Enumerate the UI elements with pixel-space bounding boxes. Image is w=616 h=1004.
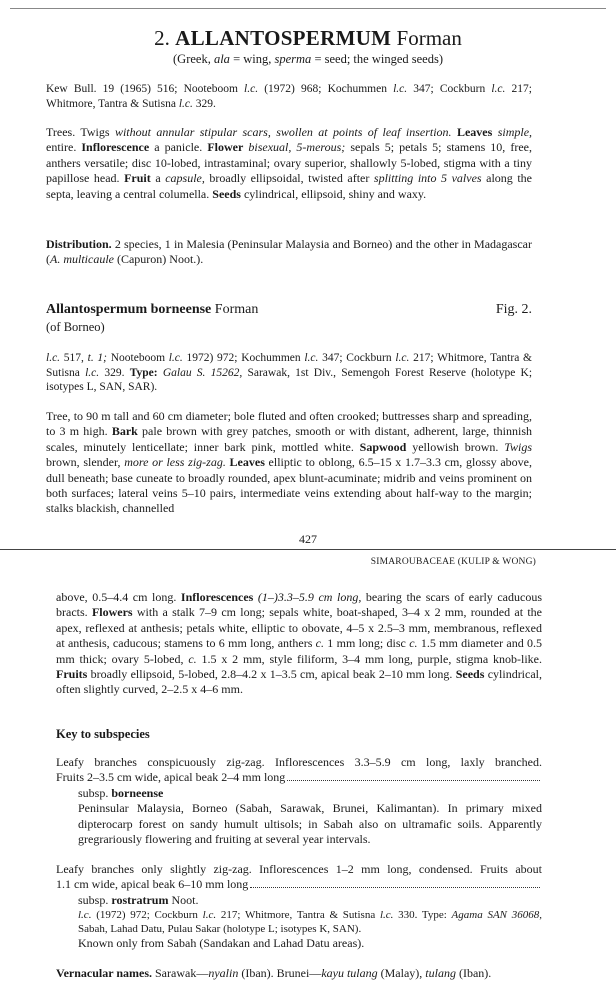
key-couplet-1-line-2: Fruits 2–3.5 cm wide, apical beak 2–4 mm long [56, 770, 542, 785]
species-meaning: (of Borneo) [46, 320, 105, 334]
genus-title: 2. ALLANTOSPERMUM Forman [154, 26, 462, 50]
species-description-continued: above, 0.5–4.4 cm long. Inflorescences (1–)3.3–5.9 cm long, bearing the scars of early caducous bracts. Flowers with a stalk 7–9 cm long; sepals white, boat-shaped, 3–4 x 2 mm, rounded at the apex, reflexed at anthesis; petals white, elliptic to obovate, 4–5 x 2.5–3 mm, membranous, reflexed at anthesis, caducous; stamens to 6 mm long, anthers c. 1 mm long; disc c. 1.5 mm diameter and 0.5 mm thick; ovary 5-lobed, c. 1.5 x 2 mm, style filiform, 3–4 mm long, purple, stigma knob-like. Fruits broadly ellipsoid, 5-lobed, 2.8–4.2 x 1–3.5 cm, apical beak 2–10 mm long. Seeds cylindrical, often slightly curved, 2–2.5 x 4–6 mm. [56, 590, 543, 697]
dot-leader [250, 887, 540, 888]
top-rule [10, 8, 606, 9]
vernacular-names: Vernacular names. Sarawak—nyalin (Iban). Brunei—kayu tulang (Malay), tulang (Iban). [56, 966, 492, 980]
key-heading: Key to subspecies [56, 727, 150, 741]
figure-reference: Fig. 2. [495, 302, 532, 317]
key-couplet-2-line-2: 1.1 cm wide, apical beak 6–10 mm long [56, 877, 542, 892]
subsp-rostratrum-refs: l.c. (1972) 972; Cockburn l.c. 217; Whitmore, Tantra & Sutisna l.c. 330. Type: Agama SAN 36068, Sabah, Lahad Datu, Pulau Sakar (holotype L; isotypes K, SAN). [78, 909, 542, 936]
genus-references: Kew Bull. 19 (1965) 516; Nooteboom l.c. (1972) 968; Kochummen l.c. 347; Cockburn l.c. 217; Whitmore, Tantra & Sutisna l.c. 329. [46, 83, 532, 110]
species-heading [46, 302, 532, 318]
distribution: Distribution. 2 species, 1 in Malesia (Peninsular Malaysia and Borneo) and the other in Madagascar (A. multicaule (Capuron) Noot.). [46, 237, 532, 267]
subsp-borneense: subsp. borneense [78, 785, 164, 800]
key-couplet-2 [56, 862, 542, 952]
subsp-rostratrum-known: Known only from Sabah (Sandakan and Lahad Datu areas). [78, 936, 365, 951]
genus-description: Trees. Twigs without annular stipular scars, swollen at points of leaf insertion. Leaves simple, entire. Inflorescence a panicle. Flower bisexual, 5-merous; sepals 5; petals 5; stamens 10, free, anthers versatile; disc 10-lobed, intrastaminal; ovary superior, shallowly 5-lobed, stigma with a tiny papillose head. Fruit a capsule, broadly ellipsoidal, twisted after splitting into 5 valves along the septa, leaving a central columella. Seeds cylindrical, ellipsoid, shiny and waxy. [46, 125, 533, 201]
running-head: SIMAROUBACEAE (KULIP & WONG) [370, 557, 536, 567]
key-couplet-1 [56, 755, 542, 847]
key-couplet-2-line-1: Leafy branches only slightly zig-zag. Inflorescences 1–2 mm long, condensed. Fruits about [56, 862, 542, 876]
species-description: Tree, to 90 m tall and 60 cm diameter; bole fluted and often crooked; buttresses sharp and spreading, to 3 m high. Bark pale brown with grey patches, smooth or with distant, adherent, large, thinnish scales, minutely lenticellate; inner bark pink, mottled white. Sapwood yellowish brown. Twigs brown, slender, more or less zig-zag. Leaves elliptic to oblong, 6.5–15 x 1.7–3.3 cm, glossy above, dull beneath; base cuneate to broadly rounded, apex blunt-acuminate; midrib and veins prominent on both surfaces; lateral veins 5–10 pairs, intermediate veins extending about half-way to the margin; stalks blackish, channelled [46, 409, 533, 516]
subsp-rostratrum: subsp. rostratrum Noot. [78, 892, 199, 907]
dot-leader [287, 780, 540, 781]
species-references: l.c. 517, t. 1; Nooteboom l.c. 1972) 972; Kochummen l.c. 347; Cockburn l.c. 217; Whitmore, Tantra & Sutisna l.c. 329. Type: Galau S. 15262, Sarawak, 1st Div., Semengoh Forest Reserve (holotype K; isotypes L, SAN, SAR). [46, 352, 533, 393]
species-name: Allantospermum borneense [46, 302, 212, 317]
etymology: (Greek, ala = wing, sperma = seed; the winged seeds) [173, 52, 443, 66]
subsp-borneense-habitat: Peninsular Malaysia, Borneo (Sabah, Sarawak, Brunei, Kalimantan). In primary mixed dipterocarp forest on sandy humult ultisols; in Sabah also on ultramafic soils. Apparently gregrariously flowering and fruiting at several year intervals. [78, 801, 542, 847]
page-divider [0, 549, 616, 550]
page-number: 427 [299, 532, 317, 546]
key-couplet-1-line-1: Leafy branches conspicuously zig-zag. Inflorescences 3.3–5.9 cm long, laxly branched. [56, 755, 542, 769]
species-author: Forman [214, 302, 259, 317]
